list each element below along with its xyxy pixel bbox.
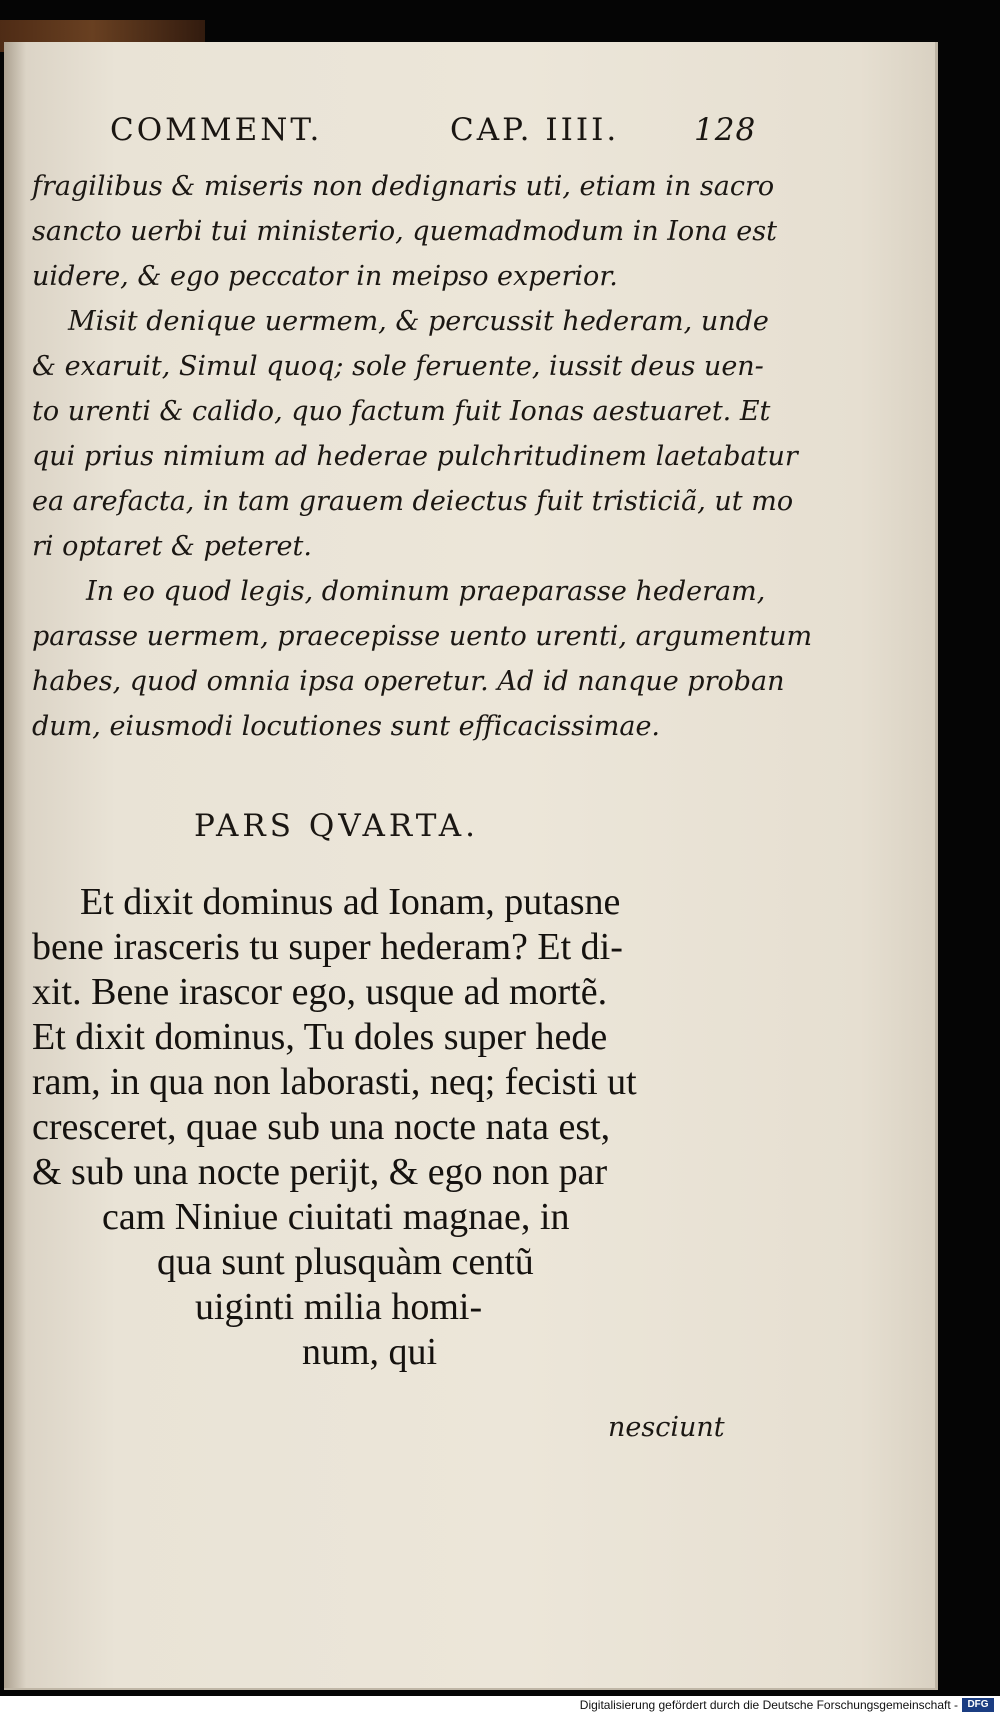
gutter-shadow: [4, 42, 26, 1688]
scripture-line: bene irasceris tu super hederam? Et di-: [32, 926, 623, 968]
commentary-line: In eo quod legis, dominum praeparasse hederam,: [86, 576, 766, 607]
scripture-line: uiginti milia homi-: [195, 1286, 483, 1328]
commentary-line: Misit denique uermem, & percussit hederam, unde: [68, 306, 769, 337]
scripture-line: qua sunt plusquàm centũ: [157, 1241, 534, 1283]
running-head-chapter: CAP. IIII.: [450, 112, 620, 148]
commentary-line: parasse uermem, praecepisse uento urenti, argumentum: [32, 621, 813, 652]
dfg-logo-icon: DFG: [962, 1698, 994, 1712]
commentary-line: habes, quod omnia ipsa operetur. Ad id nanque proban: [32, 666, 785, 697]
scripture-line: xit. Bene irascor ego, usque ad mortẽ.: [32, 971, 608, 1013]
digitization-credit: Digitalisierung gefördert durch die Deutsche Forschungsgemeinschaft -: [579, 1698, 958, 1712]
page-number: 128: [694, 112, 757, 148]
section-heading: PARS QVARTA.: [194, 808, 479, 844]
scripture-line: cresceret, quae sub una nocte nata est,: [32, 1106, 611, 1148]
commentary-text: [32, 164, 813, 749]
scripture-line: Et dixit dominus, Tu doles super hede: [32, 1016, 608, 1058]
commentary-line: uidere, & ego peccator in meipso experior.: [32, 261, 618, 292]
commentary-line: dum, eiusmodi locutiones sunt efficacissimae.: [32, 711, 661, 742]
scripture-line: ram, in qua non laborasti, neq; fecisti ut: [32, 1061, 637, 1103]
scripture-line: Et dixit dominus ad Ionam, putasne: [80, 881, 621, 923]
commentary-line: to urenti & calido, quo factum fuit Ionas aestuaret. Et: [32, 396, 771, 427]
running-head-left: COMMENT.: [110, 112, 323, 148]
digitization-credit-bar: [0, 1696, 1000, 1716]
commentary-line: & exaruit, Simul quoq; sole feruente, iussit deus uen-: [32, 351, 764, 382]
commentary-line: fragilibus & miseris non dedignaris uti, etiam in sacro: [32, 171, 775, 202]
catchword: nesciunt: [608, 1412, 725, 1443]
book-page: [4, 42, 938, 1690]
commentary-line: sancto uerbi tui ministerio, quemadmodum in Iona est: [32, 216, 777, 247]
commentary-line: ri optaret & peteret.: [32, 531, 312, 562]
commentary-line: ea arefacta, in tam grauem deiectus fuit tristiciã, ut mo: [32, 486, 794, 517]
running-head: [110, 112, 757, 152]
scripture-text: [32, 880, 732, 1375]
scripture-line: cam Niniue ciuitati magnae, in: [102, 1196, 570, 1238]
commentary-line: qui prius nimium ad hederae pulchritudinem laetabatur: [32, 441, 798, 472]
scripture-line: num, qui: [302, 1331, 438, 1373]
scripture-line: & sub una nocte perijt, & ego non par: [32, 1151, 608, 1193]
